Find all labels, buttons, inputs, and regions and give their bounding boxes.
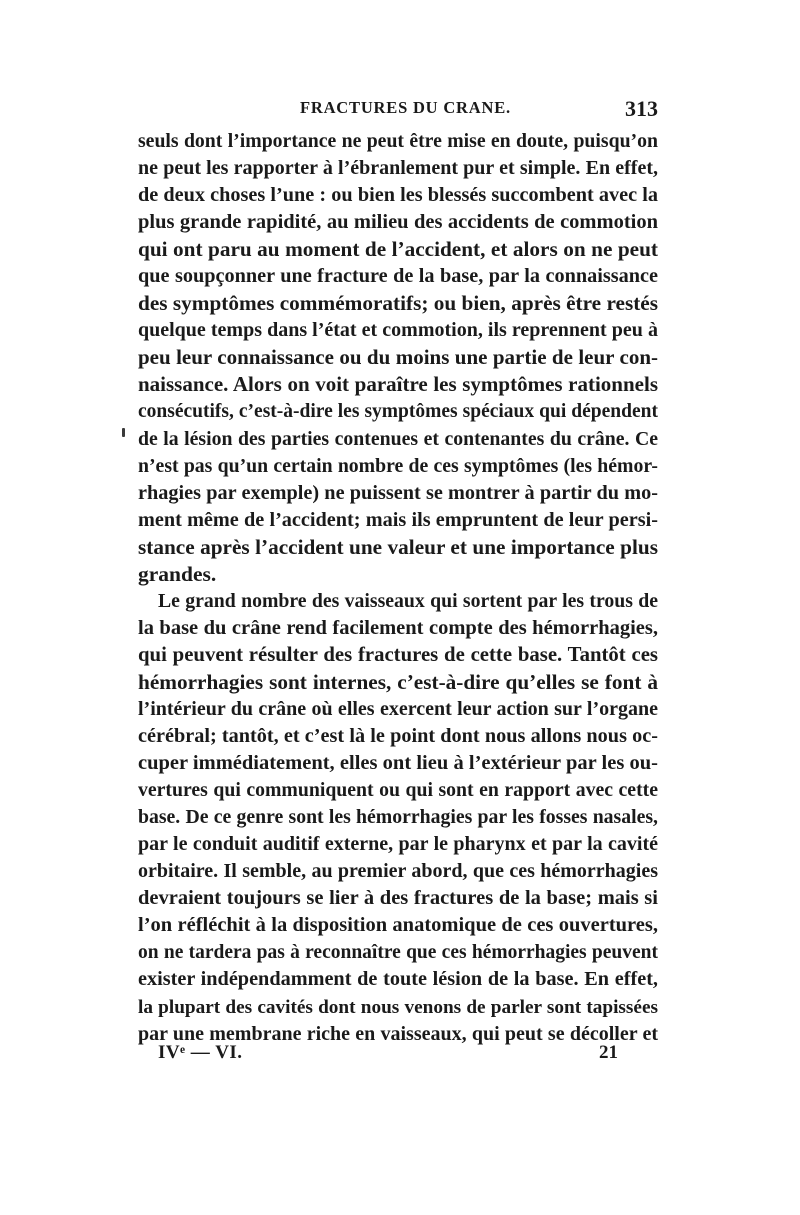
text-line: devraient toujours se lier à des fractures de la base; mais si [138, 887, 658, 910]
text-line: grandes. [138, 561, 217, 586]
text-line: cérébral; tantôt, et c’est là le point dont nous allons nous oc- [138, 725, 658, 748]
text-line: quelque temps dans l’état et commotion, ils reprennent peu à [138, 319, 658, 342]
text-line: plus grande rapidité, au milieu des accidents de commotion [138, 211, 658, 234]
text-line: naissance. Alors on voit paraître les symptômes rationnels [138, 372, 658, 397]
signature-mark: IVᵉ — VI. [158, 1042, 243, 1063]
text-line: ment même de l’accident; mais ils empruntent de leur persi- [138, 508, 658, 531]
text-line: de deux choses l’une : ou bien les blessés succombent avec la [138, 184, 658, 207]
text-line: stance après l’accident une valeur et une importance plus [138, 534, 658, 559]
text-line: on ne tardera pas à reconnaître que ces hémorrhagies peuvent [138, 942, 658, 964]
page-number: 313 [625, 96, 658, 121]
text-line: par le conduit auditif externe, par le pharynx et par la cavité [138, 833, 658, 856]
text-line: vertures qui communiquent ou qui sont en rapport avec cette [138, 779, 658, 802]
text-line: exister indépendamment de toute lésion de la base. En effet, [138, 968, 658, 991]
text-line: qui ont paru au moment de l’accident, et alors on ne peut [138, 237, 658, 262]
text-line: l’on réfléchit à la disposition anatomique de ces ouvertures, [138, 914, 658, 937]
text-line: rhagies par exemple) ne puissent se montrer à partir du mo- [138, 481, 658, 504]
text-line: la plupart des cavités dont nous venons de parler sont tapissées [138, 996, 658, 1018]
text-line: peu leur connaissance ou du moins une partie de leur con- [138, 345, 658, 370]
running-title: FRACTURES DU CRANE. [300, 98, 511, 117]
body-text [138, 128, 658, 1048]
text-line: la base du crâne rend facilement compte des hémorrhagies, [138, 616, 658, 639]
text-line: hémorrhagies sont internes, c’est-à-dire qu’elles se font à [138, 669, 658, 694]
text-line: seuls dont l’importance ne peut être mise en doute, puisqu’on [138, 130, 658, 152]
text-line: que soupçonner une fracture de la base, par la connaissance [138, 265, 658, 288]
running-head [138, 96, 658, 124]
text-line: orbitaire. Il semble, au premier abord, que ces hémorrhagies [138, 860, 658, 883]
text-line: base. De ce genre sont les hémorrhagies par les fosses nasales, [138, 806, 658, 829]
text-line: qui peuvent résulter des fractures de cette base. Tantôt ces [138, 643, 658, 666]
text-line: de la lésion des parties contenues et contenantes du crâne. Ce [138, 427, 658, 450]
text-line: Le grand nombre des vaisseaux qui sortent par les trous de [158, 589, 658, 612]
text-line: des symptômes commémoratifs; ou bien, après être restés [138, 291, 658, 316]
text-line: consécutifs, c’est-à-dire les symptômes spéciaux qui dépendent [138, 401, 658, 423]
signature-line [158, 1042, 618, 1068]
text-line: n’est pas qu’un certain nombre de ces symptômes (les hémor- [138, 454, 658, 477]
margin-mark [122, 428, 125, 437]
text-line: ne peut les rapporter à l’ébranlement pur et simple. En effet, [138, 157, 658, 180]
text-line: cuper immédiatement, elles ont lieu à l’extérieur par les ou- [138, 752, 658, 775]
signature-number: 21 [599, 1042, 618, 1063]
text-line: l’intérieur du crâne où elles exercent leur action sur l’organe [138, 697, 658, 720]
text-line: par une membrane riche en vaisseaux, qui peut se décoller et [138, 1022, 658, 1045]
